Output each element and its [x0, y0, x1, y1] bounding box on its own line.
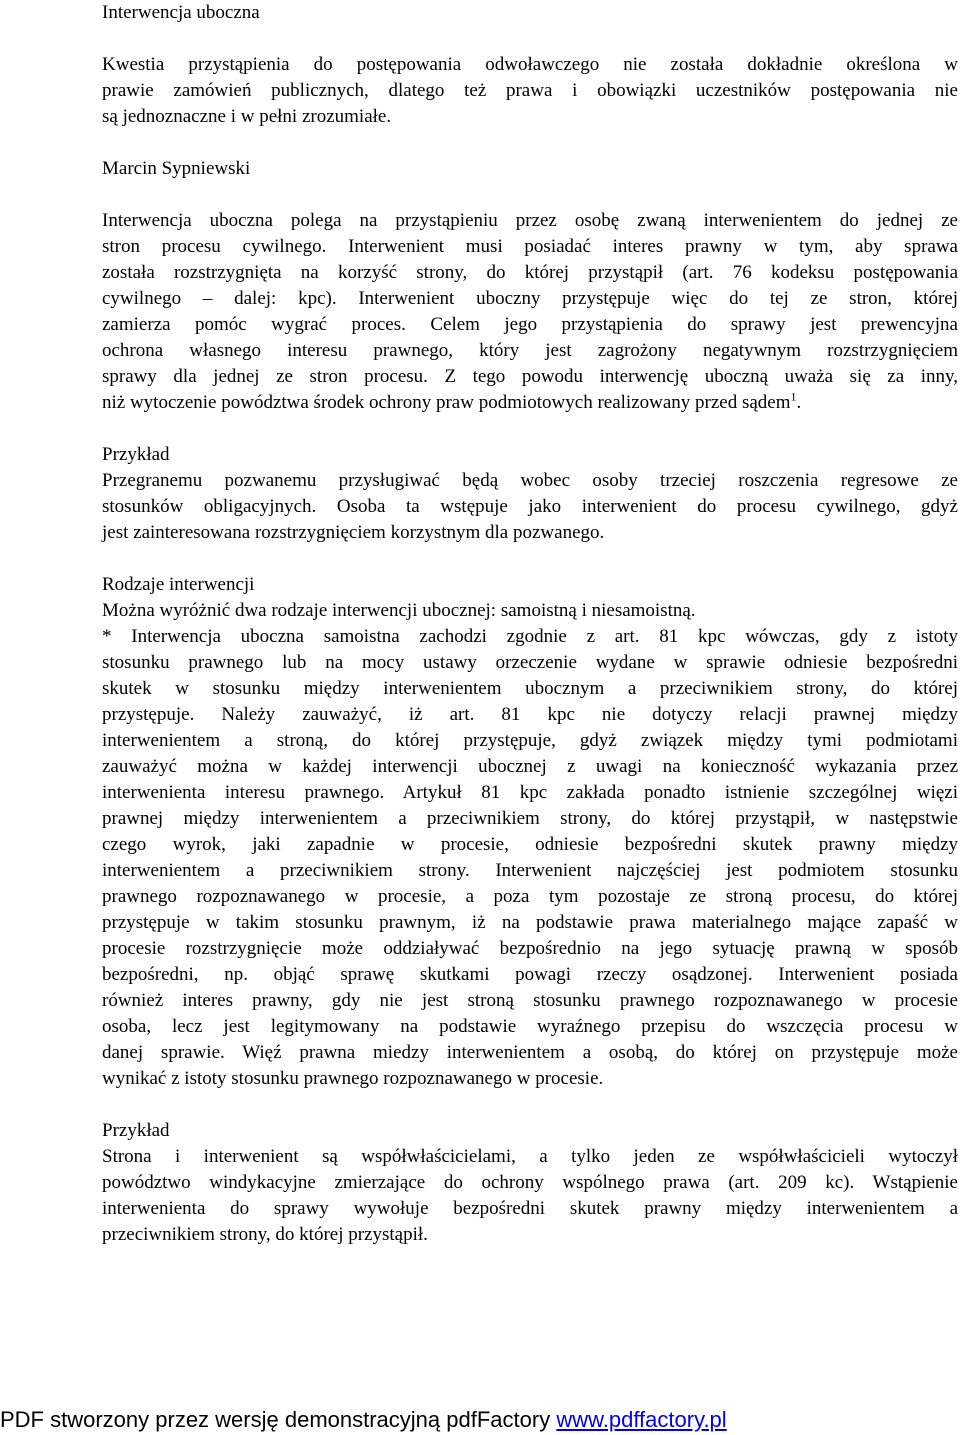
text-line: stron procesu cywilnego. Interwenient musi posiadać interes prawny w tym, aby sprawa [102, 236, 958, 257]
sentence-end: . [796, 392, 802, 413]
text-line: niż wytoczenie powództwa środek ochrony praw podmiotowych realizowany przed sądem [102, 392, 791, 413]
text-line: przystępuje w takim stosunku prawnym, iż na podstawie prawa materialnego mające zapaść w [102, 912, 958, 933]
text-line: sprawy dla jednej ze stron procesu. Z tego powodu interwencję uboczną uważa się za inny, [102, 366, 958, 387]
text-line: powództwo windykacyjne zmierzające do ochrony wspólnego prawa (art. 209 kc). Wstąpienie [102, 1172, 958, 1193]
text-line: interwenienta interesu prawnego. Artykuł 81 kpc zakłada ponadto istnienie szczególnej więzi [102, 782, 958, 803]
text-line: cywilnego – dalej: kpc). Interwenient uboczny przystępuje więc do tej ze stron, której [102, 288, 958, 309]
text-line: prawnej między interwenientem a przeciwnikiem strony, do której przystąpił, w następstwie [102, 808, 958, 829]
text-line: Interwencja uboczna polega na przystąpieniu przez osobę zwaną interwenientem do jednej ze [102, 210, 958, 231]
text-line: również interes prawny, gdy nie jest stroną stosunku prawnego rozpoznawanego w procesie [102, 990, 958, 1011]
text-line: interwenientem a stroną, do której przystępuje, gdyż związek między tymi podmiotami [102, 730, 958, 751]
text-line: stosunku prawnego lub na mocy ustawy orzeczenie wydane w sprawie odniesie bezpośredni [102, 652, 958, 673]
intro-paragraph [102, 52, 958, 130]
example-heading: Przykład [102, 1120, 170, 1141]
text-line: Przegranemu pozwanemu przysługiwać będą wobec osoby trzeciej roszczenia regresowe ze [102, 470, 958, 491]
text-line-with-footnote [102, 390, 958, 416]
text-line: zamierza pomóc wygrać proces. Celem jego przystąpienia do sprawy jest prewencyjna [102, 314, 958, 335]
text-line: osoba, lecz jest legitymowany na podstawie wyraźnego przepisu do wszczęcia procesu w [102, 1016, 958, 1037]
example-heading: Przykład [102, 444, 170, 465]
pdf-footer [0, 1405, 960, 1435]
text-line: bezpośredni, np. objąć sprawę skutkami powagi rzeczy osądzonej. Interwenient posiada [102, 964, 958, 985]
footnote-marker: 1 [790, 389, 797, 404]
section-heading: Rodzaje interwencji [102, 574, 255, 595]
text-line: Można wyróżnić dwa rodzaje interwencji ubocznej: samoistną i niesamoistną. [102, 600, 696, 621]
text-line: przeciwnikiem strony, do której przystąpił. [102, 1224, 428, 1245]
text-line: Strona i interwenient są współwłaścicielami, a tylko jeden ze współwłaścicieli wytoczył [102, 1146, 958, 1167]
text-line: wynikać z istoty stosunku prawnego rozpoznawanego w procesie. [102, 1068, 604, 1089]
footer-link[interactable]: www.pdffactory.pl [556, 1407, 727, 1432]
text-line: ochrona własnego interesu prawnego, który jest zagrożony negatywnym rozstrzygnięciem [102, 340, 958, 361]
text-line: prawie zamówień publicznych, dlatego też prawa i obowiązki uczestników postępowania nie [102, 80, 958, 101]
text-line: prawnego rozpoznawanego w procesie, a poza tym pozostaje ze stroną procesu, do której [102, 886, 958, 907]
definition-paragraph [102, 208, 958, 416]
text-line: interwenientem a przeciwnikiem strony. Interwenient najczęściej jest podmiotem stosunku [102, 860, 958, 881]
text-line: czego wyrok, jaki zapadnie w procesie, odniesie bezpośredni skutek prawny między [102, 834, 958, 855]
text-line: skutek w stosunku między interwenientem ubocznym a przeciwnikiem strony, do której [102, 678, 958, 699]
footer-text: PDF stworzony przez wersję demonstracyjną pdfFactory [0, 1407, 557, 1432]
example-paragraph [102, 468, 958, 546]
text-line: danej sprawie. Więź prawna miedzy interwenientem a osobą, do której on przystępuje może [102, 1042, 958, 1063]
text-line: została rozstrzygnięta na korzyść strony, do której przystąpił (art. 76 kodeksu postępowania [102, 262, 958, 283]
text-line: Kwestia przystąpienia do postępowania odwoławczego nie została dokładnie określona w [102, 54, 958, 75]
text-line: stosunków obligacyjnych. Osoba ta wstępuje jako interwenient do procesu cywilnego, gdyż [102, 496, 958, 517]
text-line: przystępuje. Należy zauważyć, iż art. 81 kpc nie dotyczy relacji prawnej między [102, 704, 958, 725]
author-name: Marcin Sypniewski [102, 158, 251, 179]
text-line: zauważyć można w każdej interwencji ubocznej z uwagi na konieczność wykazania przez [102, 756, 958, 777]
document-title: Interwencja uboczna [102, 2, 260, 23]
text-line: procesie rozstrzygnięcie może oddziaływać bezpośrednio na jego sytuację prawną w sposób [102, 938, 958, 959]
text-line: * Interwencja uboczna samoistna zachodzi zgodnie z art. 81 kpc wówczas, gdy z istoty [102, 626, 958, 647]
types-paragraph [102, 598, 958, 1092]
example-paragraph [102, 1144, 958, 1248]
text-line: jest zainteresowana rozstrzygnięciem korzystnym dla pozwanego. [102, 522, 605, 543]
text-line: są jednoznaczne i w pełni zrozumiałe. [102, 106, 392, 127]
document-body [102, 0, 958, 1248]
text-line: interwenienta do sprawy wywołuje bezpośredni skutek prawny między interwenientem a [102, 1198, 958, 1219]
